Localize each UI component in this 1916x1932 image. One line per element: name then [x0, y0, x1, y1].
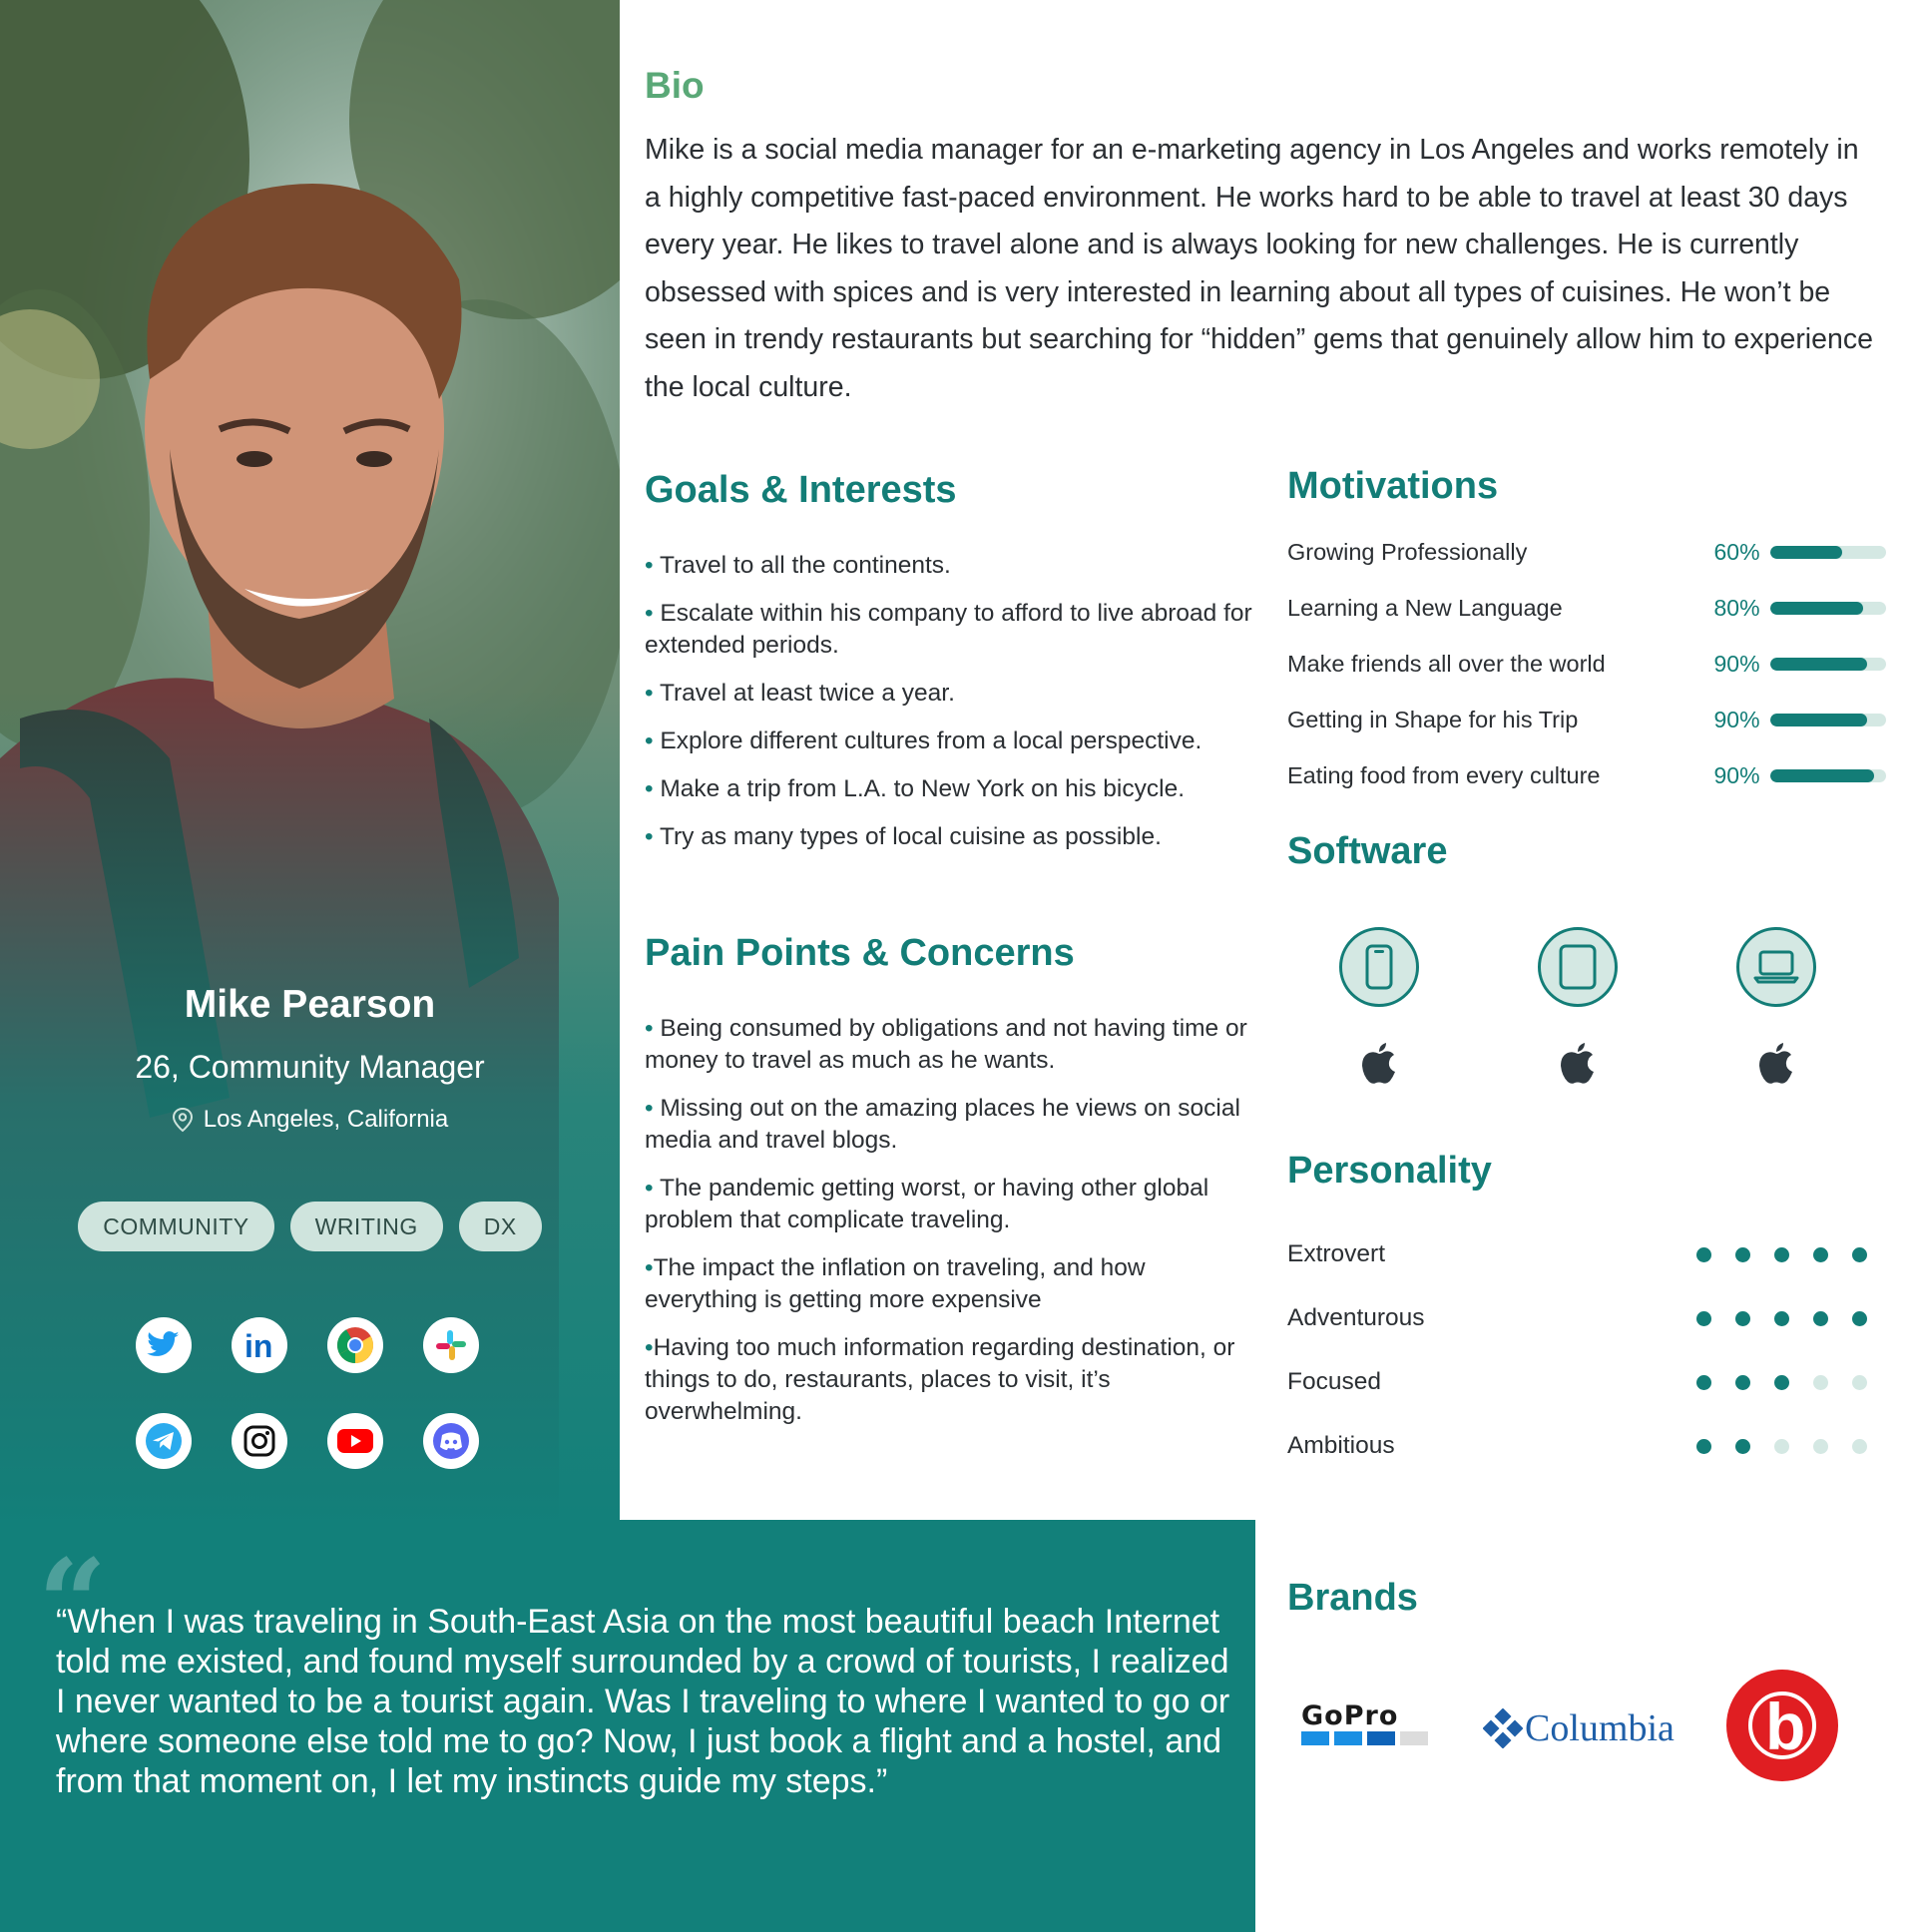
- motivation-row: [1287, 524, 1886, 580]
- rating-dot: [1774, 1375, 1789, 1390]
- rating-dot: [1774, 1311, 1789, 1326]
- personality-row: [1287, 1350, 1886, 1414]
- profile-info: [0, 983, 620, 1134]
- motivation-row: [1287, 747, 1886, 803]
- tag-community[interactable]: COMMUNITY: [78, 1202, 273, 1251]
- motivation-label: Learning a New Language: [1287, 594, 1563, 621]
- rating-dot: [1852, 1247, 1867, 1262]
- list-item: • Travel to all the continents.: [645, 552, 951, 579]
- motivations-list: [1287, 524, 1886, 803]
- motivation-bar: [1770, 714, 1886, 726]
- goals-heading: Goals & Interests: [645, 469, 957, 511]
- quote-block: [0, 1520, 1255, 1932]
- motivation-percent: 90%: [1713, 650, 1760, 677]
- motivation-percent: 90%: [1713, 761, 1760, 788]
- list-item: •The impact the inflation on traveling, and how everything is getting more expensive: [645, 1254, 1146, 1313]
- rating-dot: [1774, 1439, 1789, 1454]
- pain-section: [645, 932, 1263, 1444]
- rating-dot: [1696, 1439, 1711, 1454]
- laptop-icon: [1736, 927, 1816, 1007]
- rating-dot: [1696, 1247, 1711, 1262]
- rating-dot: [1813, 1247, 1828, 1262]
- rating-dot: [1813, 1439, 1828, 1454]
- motivation-row: [1287, 580, 1886, 636]
- list-item: • Travel at least twice a year.: [645, 680, 955, 707]
- list-item: • Escalate within his company to afford to live abroad for extended periods.: [645, 600, 1252, 659]
- pain-heading: Pain Points & Concerns: [645, 932, 1075, 974]
- motivations-section: [1287, 465, 1886, 803]
- brands-heading: Brands: [1287, 1577, 1418, 1619]
- slack-icon[interactable]: [423, 1317, 479, 1373]
- motivation-bar: [1770, 602, 1886, 615]
- motivations-heading: Motivations: [1287, 465, 1499, 507]
- tag-dx[interactable]: DX: [459, 1202, 542, 1251]
- trait-rating: [1696, 1247, 1867, 1262]
- svg-text:in: in: [244, 1329, 273, 1361]
- brand-logos: [1287, 1670, 1886, 1786]
- youtube-icon[interactable]: [327, 1413, 383, 1469]
- rating-dot: [1696, 1311, 1711, 1326]
- list-item: • Explore different cultures from a local perspective.: [645, 727, 1202, 754]
- profile-role: 26, Community Manager: [135, 1049, 485, 1085]
- telegram-icon[interactable]: [136, 1413, 192, 1469]
- trait-rating: [1696, 1375, 1867, 1390]
- motivation-label: Make friends all over the world: [1287, 650, 1606, 677]
- rating-dot: [1813, 1311, 1828, 1326]
- columbia-diamond-icon: [1483, 1708, 1523, 1748]
- software-heading: Software: [1287, 830, 1448, 872]
- svg-text:b: b: [1764, 1690, 1806, 1763]
- beats-logo: [1726, 1670, 1838, 1786]
- motivation-bar: [1770, 546, 1886, 559]
- twitter-icon[interactable]: [136, 1317, 192, 1373]
- list-item: • Try as many types of local cuisine as possible.: [645, 823, 1162, 850]
- rating-dot: [1852, 1439, 1867, 1454]
- apple-icon: [1559, 1041, 1597, 1085]
- motivation-label: Eating food from every culture: [1287, 761, 1601, 788]
- profile-location: [0, 1106, 620, 1134]
- rating-dot: [1813, 1375, 1828, 1390]
- social-links: [136, 1317, 485, 1469]
- linkedin-icon[interactable]: [232, 1317, 287, 1373]
- bio-section: [645, 65, 1882, 411]
- tag-list: [0, 1202, 620, 1251]
- profile-panel: [0, 0, 620, 1533]
- motivation-percent: 60%: [1713, 538, 1760, 565]
- apple-icon: [1360, 1041, 1398, 1085]
- quote-text: “When I was traveling in South-East Asia on the most beautiful beach Internet told me existed, and found myself surrounded by a crowd of tourists, I realized I never wanted to be a tourist again. Was I traveling to where I wanted to go or where someone else told me to go? Now, I just book a flight and a hostel, and from that moment on, I let my instincts guide my steps.”: [56, 1603, 1230, 1800]
- profile-name: Mike Pearson: [184, 983, 436, 1026]
- brands-section: [1287, 1577, 1886, 1786]
- list-item: • Make a trip from L.A. to New York on his bicycle.: [645, 775, 1186, 802]
- software-section: [1287, 830, 1886, 1085]
- list-item: • Being consumed by obligations and not having time or money to travel as much as he wants.: [645, 1015, 1247, 1074]
- personality-row: [1287, 1414, 1886, 1478]
- bio-text: Mike is a social media manager for an e-marketing agency in Los Angeles and works remotely in a highly competitive fast-paced environment. He works hard to be able to travel at least 30 days every year. He likes to travel alone and is always looking for new challenges. He is currently obsessed with spices and is very interested in learning about all types of cuisines. He won’t be seen in trendy restaurants but searching for “hidden” gems that genuinely allow him to experience the local culture.: [645, 134, 1873, 403]
- list-item: • Missing out on the amazing places he views on social media and travel blogs.: [645, 1095, 1240, 1154]
- location-pin-icon: [172, 1107, 194, 1133]
- motivation-label: Getting in Shape for his Trip: [1287, 706, 1579, 732]
- software-devices: [1339, 927, 1886, 1085]
- trait-label: Ambitious: [1287, 1432, 1395, 1459]
- discord-icon[interactable]: [423, 1413, 479, 1469]
- motivation-bar: [1770, 658, 1886, 671]
- tag-writing[interactable]: WRITING: [290, 1202, 443, 1251]
- motivation-label: Growing Professionally: [1287, 538, 1528, 565]
- rating-dot: [1696, 1375, 1711, 1390]
- goals-list: [645, 550, 1263, 853]
- pain-list: [645, 1013, 1263, 1428]
- rating-dot: [1774, 1247, 1789, 1262]
- trait-rating: [1696, 1439, 1867, 1454]
- trait-rating: [1696, 1311, 1867, 1326]
- rating-dot: [1852, 1375, 1867, 1390]
- tablet-icon: [1538, 927, 1618, 1007]
- chrome-icon[interactable]: [327, 1317, 383, 1373]
- instagram-icon[interactable]: [232, 1413, 287, 1469]
- motivation-row: [1287, 636, 1886, 692]
- rating-dot: [1852, 1311, 1867, 1326]
- rating-dot: [1735, 1311, 1750, 1326]
- quote-mark-icon: “: [38, 1533, 108, 1674]
- personality-heading: Personality: [1287, 1150, 1492, 1192]
- motivation-row: [1287, 692, 1886, 747]
- personality-row: [1287, 1222, 1886, 1286]
- apple-icon: [1757, 1041, 1795, 1085]
- list-item: • The pandemic getting worst, or having other global problem that complicate traveling.: [645, 1175, 1209, 1233]
- personality-list: [1287, 1222, 1886, 1478]
- motivation-percent: 90%: [1713, 706, 1760, 732]
- motivation-percent: 80%: [1713, 594, 1760, 621]
- bio-heading: Bio: [645, 65, 705, 106]
- columbia-logo: Columbia: [1483, 1706, 1675, 1750]
- trait-label: Extrovert: [1287, 1240, 1386, 1267]
- trait-label: Focused: [1287, 1368, 1381, 1395]
- rating-dot: [1735, 1375, 1750, 1390]
- motivation-bar: [1770, 769, 1886, 782]
- trait-label: Adventurous: [1287, 1304, 1425, 1331]
- phone-icon: [1339, 927, 1419, 1007]
- rating-dot: [1735, 1247, 1750, 1262]
- personality-row: [1287, 1286, 1886, 1350]
- personality-section: [1287, 1150, 1886, 1478]
- rating-dot: [1735, 1439, 1750, 1454]
- profile-photo: [0, 0, 620, 1533]
- list-item: •Having too much information regarding destination, or things to do, restaurants, places to visit, it’s overwhelming.: [645, 1334, 1235, 1425]
- location-text: Los Angeles, California: [203, 1106, 449, 1133]
- goals-section: [645, 469, 1263, 869]
- gopro-logo: GoPro: [1301, 1703, 1441, 1752]
